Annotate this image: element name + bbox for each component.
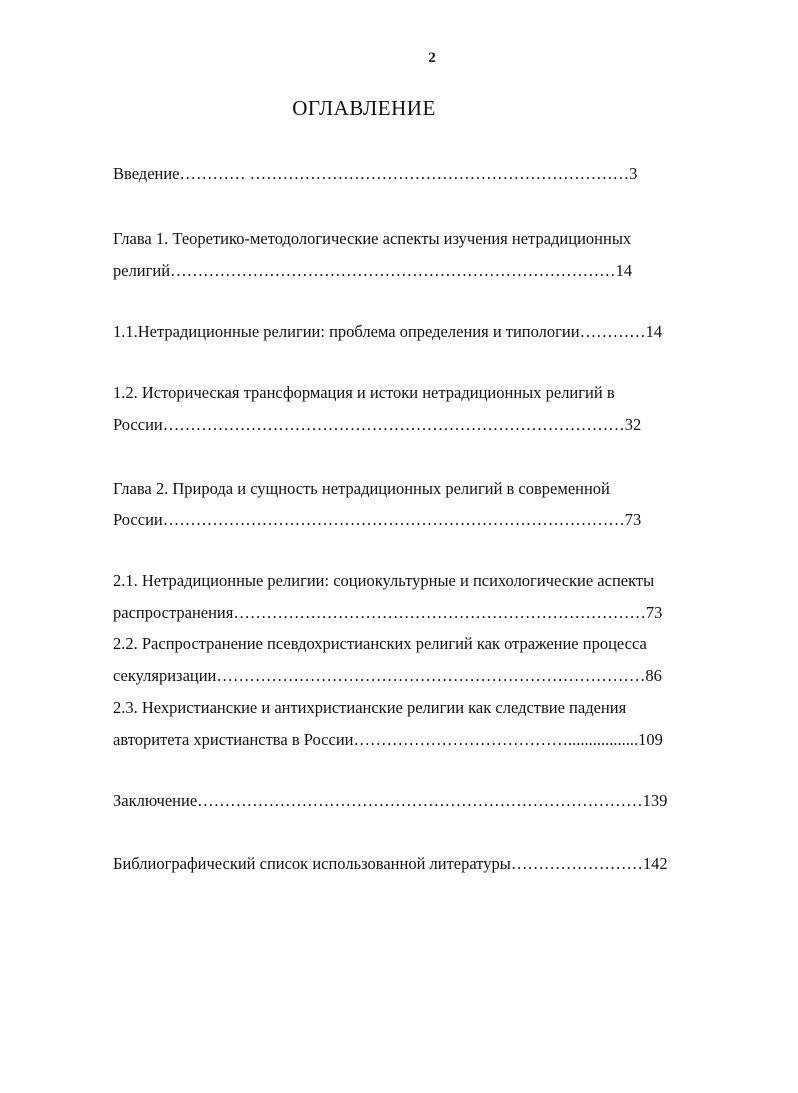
toc-entry-section-1-2-title	[113, 383, 615, 403]
toc-entry-label: секуляризации	[113, 666, 217, 685]
toc-entry-label: Заключение	[113, 791, 198, 810]
toc-entry-label: 2.3. Нехристианские и антихристианские религии как следствие падения	[113, 698, 627, 717]
toc-entry-section-2-3-title	[113, 698, 626, 718]
toc-dots: …………	[579, 322, 646, 341]
toc-entry-bibliography	[113, 854, 668, 874]
toc-entry-label: России	[113, 510, 163, 529]
toc-entry-label: 2.2. Распространение псевдохристианских религий как отражение процесса	[113, 634, 647, 653]
toc-page-number: 14	[645, 322, 663, 341]
toc-entry-label: Введение	[113, 164, 180, 183]
toc-entry-conclusion	[113, 791, 667, 811]
toc-page-number: 14	[615, 261, 633, 280]
toc-dots: ………………………………………………………………………	[197, 791, 643, 810]
toc-dots: ………… ……………………………………………………………	[179, 164, 630, 183]
toc-page-number: 142	[642, 854, 668, 873]
page-title: ОГЛАВЛЕНИЕ	[292, 96, 436, 120]
toc-page-number: 86	[645, 666, 662, 685]
toc-dots: …………………………………………………………………………	[162, 415, 625, 434]
toc-entry-chapter-2	[113, 510, 641, 530]
toc-entry-chapter-1-title	[113, 229, 631, 249]
toc-entry-section-2-3	[113, 730, 663, 750]
toc-entry-section-2-1-title	[113, 571, 654, 591]
toc-dots: ……………………………………………………………………	[216, 666, 646, 685]
toc-entry-chapter-2-title	[113, 479, 610, 499]
toc-entry-label: Глава 2. Природа и сущность нетрадиционных религий в современной	[113, 479, 610, 498]
toc-page-number: 32	[624, 415, 642, 434]
toc-page-number: 3	[629, 164, 638, 183]
toc-entry-section-1-1	[113, 322, 662, 342]
toc-entry-label: авторитета христианства в России	[113, 730, 354, 749]
toc-entry-label: Библиографический список использованной литературы	[113, 854, 511, 873]
toc-entry-label: 2.1. Нетрадиционные религии: социокультурные и психологические аспекты	[113, 571, 655, 590]
toc-entry-section-2-2-title	[113, 634, 647, 654]
toc-entry-label: 1.1.Нетрадиционные религии: проблема определения и типологии	[113, 322, 580, 341]
toc-page-number: 109	[638, 730, 663, 749]
toc-entry-label: России	[113, 415, 163, 434]
toc-entry-label: Глава 1. Теоретико-методологические аспекты изучения нетрадиционных	[113, 229, 632, 248]
toc-dots: ………………………………….................	[353, 730, 639, 749]
toc-entry-section-2-1	[113, 603, 662, 623]
toc-entry-label: 1.2. Историческая трансформация и истоки нетрадиционных религий в	[113, 383, 615, 402]
toc-page-number: 73	[624, 510, 642, 529]
toc-entry-section-1-2	[113, 415, 641, 435]
toc-dots: ………………………………………………………………………	[170, 261, 616, 280]
page-number: 2	[428, 50, 436, 66]
toc-page-number: 139	[642, 791, 668, 810]
toc-entry-label: религий	[113, 261, 171, 280]
toc-dots: …………………………………………………………………………	[162, 510, 625, 529]
toc-entry-section-2-2	[113, 666, 662, 686]
toc-entry-chapter-1	[113, 261, 632, 281]
toc-entry-label: распространения	[113, 603, 234, 622]
toc-page-number: 73	[645, 603, 663, 622]
toc-entry-introduction	[113, 164, 637, 184]
toc-dots: …………………………………………………………………	[233, 603, 646, 622]
toc-dots: ……………………	[510, 854, 643, 873]
